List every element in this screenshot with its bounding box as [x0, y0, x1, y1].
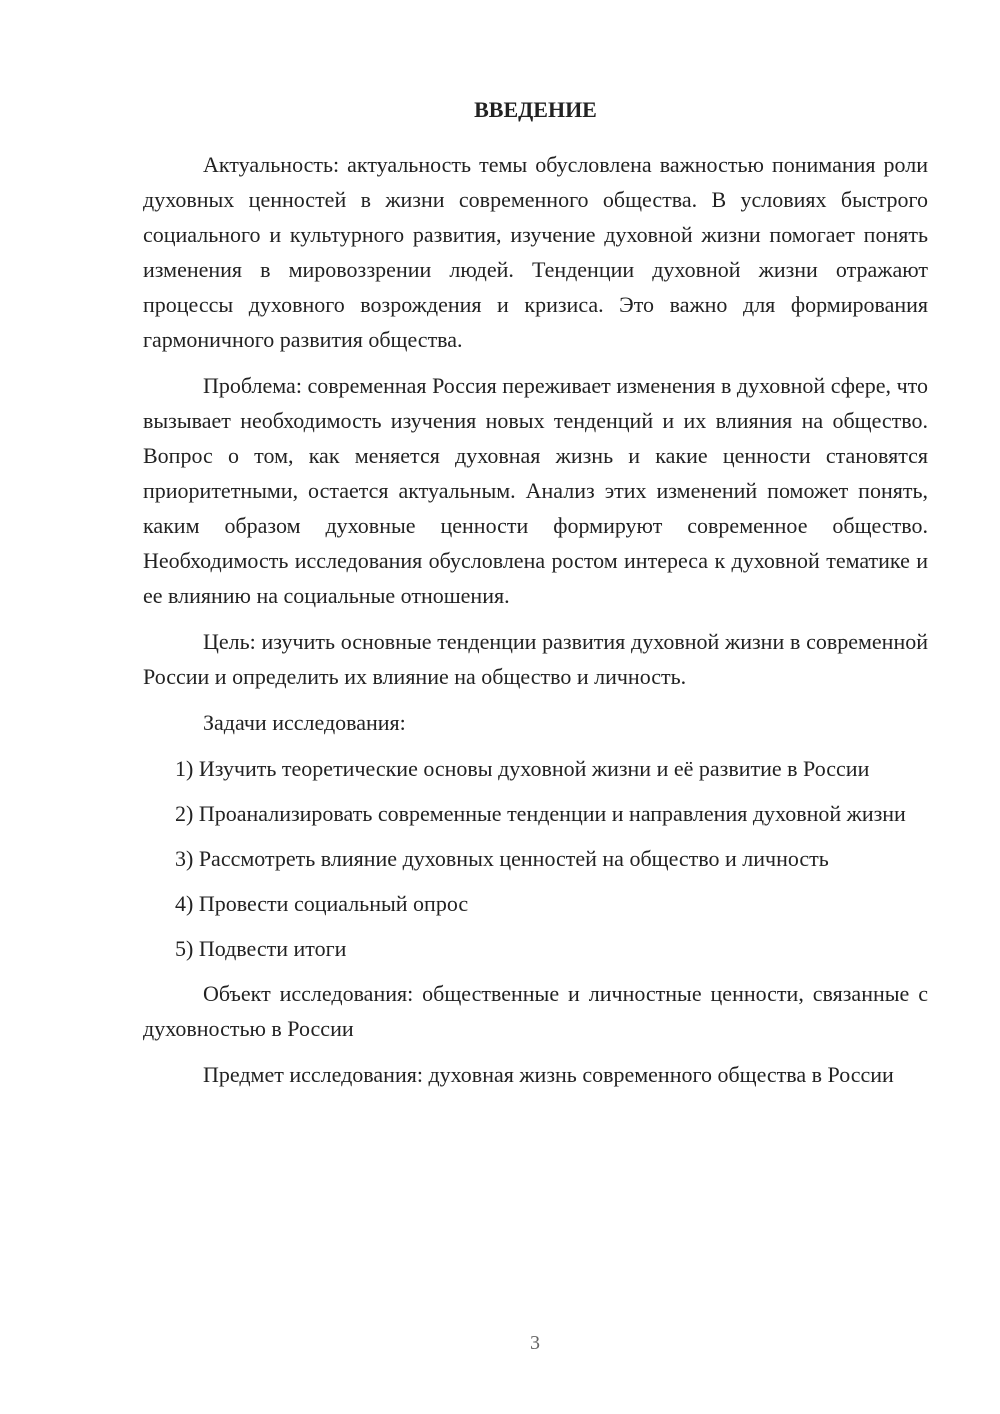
- paragraph-subject: Предмет исследования: духовная жизнь современного общества в России: [203, 1062, 894, 1087]
- paragraph-tasks-heading: Задачи исследования:: [203, 710, 406, 735]
- page-title: ВВЕДЕНИЕ: [474, 97, 597, 122]
- paragraph-relevance: Актуальность: актуальность темы обусловлена важностью понимания роли духовных ценностей в жизни современного общества. В условиях быстрого социального и культурного развития, изучение духовной жизни помогает понять изменения в мировоззрении людей. Тенденции духовной жизни отражают процессы духовного возрождения и кризиса. Это важно для формирования гармоничного развития общества.: [143, 152, 928, 352]
- paragraph-object: Объект исследования: общественные и личностные ценности, связанные с духовностью в России: [143, 981, 928, 1041]
- list-item: 2) Проанализировать современные тенденции и направления духовной жизни: [175, 801, 906, 826]
- document-page: [143, 95, 928, 1103]
- list-item: 3) Рассмотреть влияние духовных ценностей на общество и личность: [175, 846, 829, 871]
- paragraph-goal: Цель: изучить основные тенденции развития духовной жизни в современной России и определить их влияние на общество и личность.: [143, 629, 928, 689]
- list-item: 5) Подвести итоги: [175, 936, 347, 961]
- page-number: 3: [530, 1332, 540, 1354]
- list-item: 4) Провести социальный опрос: [175, 891, 469, 916]
- list-item: 1) Изучить теоретические основы духовной жизни и её развитие в России: [175, 756, 870, 781]
- tasks-list: [143, 751, 928, 966]
- paragraph-problem: Проблема: современная Россия переживает изменения в духовной сфере, что вызывает необходимость изучения новых тенденций и их влияния на общество. Вопрос о том, как меняется духовная жизнь и какие ценности становятся приоритетными, остается актуальным. Анализ этих изменений поможет понять, каким образом духовные ценности формируют современное общество. Необходимость исследования обусловлена ростом интереса к духовной тематике и ее влиянию на социальные отношения.: [143, 373, 928, 608]
